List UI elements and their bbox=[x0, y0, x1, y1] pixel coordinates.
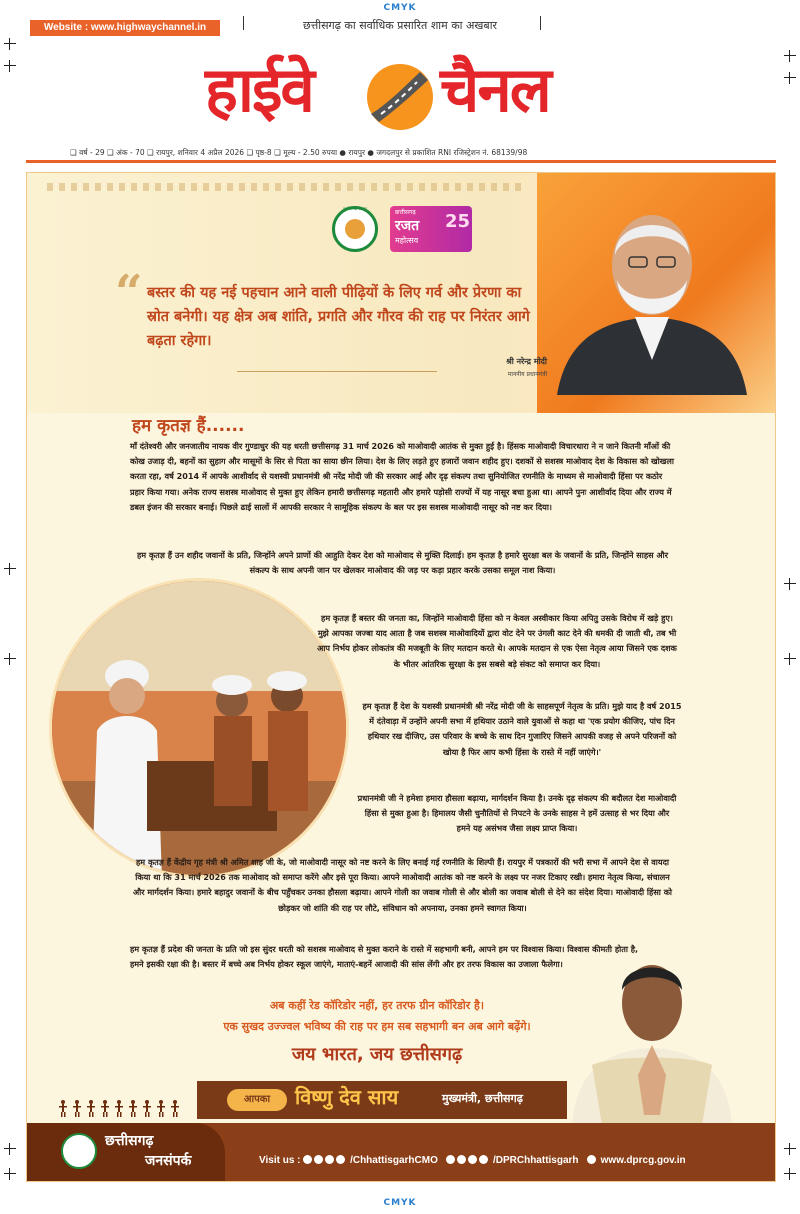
pm-portrait bbox=[547, 195, 757, 395]
youtube-icon[interactable] bbox=[479, 1155, 488, 1164]
instagram-icon[interactable] bbox=[325, 1155, 334, 1164]
pm-title: माननीय प्रधानमंत्री bbox=[507, 371, 547, 378]
social-links bbox=[259, 1155, 686, 1166]
registration-mark bbox=[784, 578, 796, 590]
registration-mark bbox=[4, 1168, 16, 1180]
visit-label: Visit us : bbox=[259, 1155, 301, 1166]
registration-mark bbox=[784, 1168, 796, 1180]
x-icon[interactable] bbox=[457, 1155, 466, 1164]
registration-mark bbox=[4, 60, 16, 72]
registration-mark bbox=[4, 653, 16, 665]
rajat-line3: महोत्सव bbox=[395, 236, 419, 245]
dateline: ❑ वर्ष - 29 ❑ अंक - 70 ❑ रायपुर, शनिवार 4 अप्रैल 2026 ❑ पृष्ठ-8 ❑ मूल्य - 2.50 रुपया ● रायपुर ● जगदलपुर से प्रकाशित RNI रजिस्ट्रेशन नं. 68139/98 bbox=[70, 148, 528, 157]
cg-government-logo bbox=[332, 206, 378, 252]
rajat-number: 25 bbox=[445, 211, 471, 232]
globe-icon bbox=[587, 1155, 596, 1164]
brand-line2: जनसंपर्क bbox=[145, 1153, 192, 1169]
paragraph: हम कृतज्ञ हैं प्रदेश की जनता के प्रति जो इस सुंदर धरती को सशस्त्र माओवाद से मुक्त कराने के रास्ते में सहभागी बनी, आपने हम पर विश्वास किया। विश्वास कीमती होता है, हमने इसकी रक्षा की है। बस्तर में बच्चे अब निर्भय होकर स्कूल जाएंगे, माताएं-बहनें आजादी की सांस लेंगी और हर तरफ विकास का उजाला फैलेगा। bbox=[130, 944, 639, 970]
pm-quote: बस्तर की यह नई पहचान आने वाली पीढ़ियों के लिए गर्व और प्रेरणा का स्रोत बनेगी। यह क्षेत्र अब शांति, प्रगति और गौरव की राह पर निरंतर आगे बढ़ता रहेगा। bbox=[147, 285, 530, 349]
cm-portrait bbox=[552, 945, 752, 1125]
cm-prefix: आपका bbox=[227, 1089, 287, 1111]
registration-mark bbox=[4, 38, 16, 50]
cm-role: मुख्यमंत्री, छत्तीसगढ़ bbox=[442, 1092, 523, 1105]
crop-mark bbox=[243, 16, 244, 30]
rajat-mahotsav-logo bbox=[390, 206, 472, 252]
facebook-icon[interactable] bbox=[303, 1155, 312, 1164]
tagline: छत्तीसगढ़ का सर्वाधिक प्रसारित शाम का अखबार bbox=[302, 19, 498, 32]
cmyk-mark-bottom: CMYK bbox=[383, 1198, 417, 1208]
pm-name: श्री नरेन्द्र मोदी bbox=[506, 357, 547, 366]
masthead-title-right: चैनल bbox=[440, 53, 550, 126]
facebook-icon[interactable] bbox=[446, 1155, 455, 1164]
quote-rule bbox=[237, 371, 437, 372]
jansampark-logo bbox=[61, 1133, 97, 1169]
registration-mark bbox=[784, 653, 796, 665]
rajat-line2: रजत bbox=[395, 218, 420, 234]
advertisement bbox=[26, 172, 776, 1182]
instagram-icon[interactable] bbox=[468, 1155, 477, 1164]
paragraph: माँ दंतेश्वरी और जनजातीय नायक वीर गुण्डाधुर की यह धरती छत्तीसगढ़ 31 मार्च 2026 को माओवादी आतंक से मुक्त हुई है। हिंसक माओवादी विचारधारा ने न जाने कितनी माँओं की कोख उजाड़ दी, बहनों का सुहाग और मासूमों के सिर से पिता का साया छीन लिया। देश के लिए लड़ते हुए हजारों जवान शहीद हुए। दशकों से सशस्त्र माओवाद देश के विकास को खोखला करता रहा, वर्ष 2014 में आपके आशीर्वाद से यशस्वी प्रधानमंत्री श्री नरेंद्र मोदी जी की सरकार आई और दृढ़ संकल्प तथा सुनियोजित रणनीति के माध्यम से माओवादी हिंसा पर कठोर प्रहार किया गया। अनेक राज्य सशस्त्र माओवाद से मुक्त हुए लेकिन हमारी छत्तीसगढ़ महतारी और हमारे पड़ोसी राज्यों में यह नासूर बचा हुआ था। आपने पुनः आशीर्वाद दिया और राज्य में डबल इंजन की सरकार बनाई। पिछले ढाई सालों में आपकी सरकार ने सामूहिक संकल्प के बल पर इस सशस्त्र माओवादी नासूर को नष्ट कर दिया। bbox=[130, 441, 674, 512]
cmo-handle-link[interactable]: /ChhattisgarhCMO bbox=[350, 1155, 438, 1166]
tribal-dancers-motif bbox=[57, 1099, 192, 1117]
slogan: अब कहीं रेड कॉरिडोर नहीं, हर तरफ ग्रीन कॉरिडोर है। bbox=[269, 999, 485, 1012]
rajat-line1: छत्तीसगढ़ bbox=[395, 209, 416, 216]
paragraph: हम कृतज्ञ हैं केंद्रीय गृह मंत्री श्री अमित शाह जी के, जो माओवादी नासूर को नष्ट करने के लिए बनाई गई रणनीति के शिल्पी हैं। रायपुर में पत्रकारों की भरी सभा में आपने देश से वायदा किया था कि 31 मार्च 2026 तक माओवाद को समाप्त करेंगे और इसे पूरा किया। आपने माओवादी आतंक को नष्ट करने के लक्ष्य पर नजर टिकाए रखी। हमारा नेतृत्व किया, संचालन और मार्गदर्शन किया। हमारे बहादुर जवानों के बीच पहुँचकर उनका हौसला बढ़ाया। आपने गोली का जवाब गोली से और बोली का जवाब बोली से देने का संदेश दिया। माओवादी हिंसा को छोड़कर जो शांति की राह पर लौटे, संविधान को अपनाया, उनका हमने स्वागत किया। bbox=[132, 857, 673, 913]
dpr-handle-link[interactable]: /DPRChhattisgarh bbox=[492, 1155, 579, 1166]
emblem-icon bbox=[345, 219, 365, 239]
registration-mark bbox=[784, 72, 796, 84]
cmyk-mark-top: CMYK bbox=[383, 3, 417, 13]
event-photo bbox=[49, 578, 349, 878]
ad-heading: हम कृतज्ञ हैं...... bbox=[132, 416, 245, 436]
website-banner[interactable]: Website : www.highwaychannel.in bbox=[30, 20, 220, 36]
paragraph: हम कृतज्ञ हैं देश के यशस्वी प्रधानमंत्री श्री नरेंद्र मोदी जी के साहसपूर्ण नेतृत्व के प्रति। मुझे याद है वर्ष 2015 में दंतेवाड़ा में उन्होंने अपनी सभा में हथियार उठाने वाले युवाओं से कहा था 'एक प्रयोग कीजिए, पांच दिन हथियार रख दीजिए, उस परिवार के बच्चे के साथ दिन गुजारिए जिसने आपकी वजह से अपने परिजनों को खोया है फिर आप कभी हिंसा के रास्ते में नहीं जाएंगे।' bbox=[362, 701, 682, 757]
road-logo-icon bbox=[365, 62, 435, 132]
decorative-border bbox=[47, 183, 527, 191]
divider bbox=[26, 160, 776, 163]
registration-mark bbox=[4, 563, 16, 575]
registration-mark bbox=[784, 50, 796, 62]
registration-mark bbox=[4, 1143, 16, 1155]
youtube-icon[interactable] bbox=[336, 1155, 345, 1164]
quote-icon: “ bbox=[115, 265, 143, 321]
masthead-title-left: हाईवे bbox=[205, 53, 313, 126]
logo-label: छत्तीसगढ़ शासन bbox=[343, 206, 367, 211]
website-link[interactable]: www.dprcg.gov.in bbox=[600, 1155, 686, 1166]
paragraph: हम कृतज्ञ हैं बस्तर की जनता का, जिन्होंने माओवादी हिंसा को न केवल अस्वीकार किया अपितु उसके विरोध में खड़े हुए। मुझे आपका जज्बा याद आता है जब सशस्त्र माओवादियों द्वारा वोट देने पर उंगली काट देने की धमकी दी जाती थी, तब भी आप निर्भय होकर लोकतंत्र की मजबूती के लिए मतदान करते थे। आपके मतदान से एक ऐसा नेतृत्व आया जिसने एक दशक के भीतर आंतरिक सुरक्षा के इस सबसे बड़े संकट को समाप्त कर दिया। bbox=[317, 613, 677, 669]
registration-mark bbox=[784, 1143, 796, 1155]
cm-name: विष्णु देव साय bbox=[295, 1085, 399, 1109]
crop-mark bbox=[540, 16, 541, 30]
x-icon[interactable] bbox=[314, 1155, 323, 1164]
jai-slogan: जय भारत, जय छत्तीसगढ़ bbox=[291, 1044, 463, 1065]
brand-line1: छत्तीसगढ़ bbox=[105, 1133, 154, 1149]
slogan: एक सुखद उज्ज्वल भविष्य की राह पर हम सब सहभागी बन अब आगे बढ़ेंगे। bbox=[223, 1020, 531, 1033]
paragraph: हम कृतज्ञ हैं उन शहीद जवानों के प्रति, जिन्होंने अपने प्राणों की आहुति देकर देश को माओवाद से मुक्ति दिलाई। हम कृतज्ञ है हमारे सुरक्षा बल के जवानों के प्रति, जिन्होंने साहस और संकल्प के साथ अपनी जान पर खेलकर माओवाद की जड़ पर कड़ा प्रहार करके उसका समूल नाश किया। bbox=[136, 550, 669, 576]
paragraph: प्रधानमंत्री जी ने हमेशा हमारा हौसला बढ़ाया, मार्गदर्शन किया है। उनके दृढ़ संकल्प की बदौलत देश माओवादी हिंसा से मुक्त हुआ है। हिमालय जैसी चुनौतियों से निपटने के उनके साहस ने हमें उत्साह से भर दिया और हमने यह असंभव जैसा लक्ष्य प्राप्त किया। bbox=[357, 793, 677, 834]
